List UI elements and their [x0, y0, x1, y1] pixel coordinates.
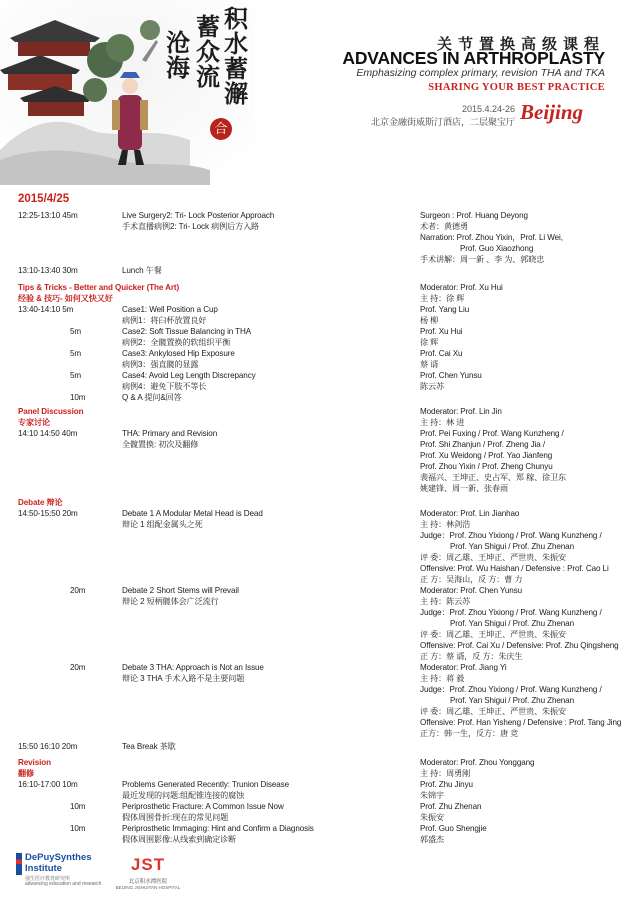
schedule-line: Periprosthetic Immaging: Hint and Confirm a Diagnosis — [122, 824, 314, 833]
calligraphy-col-3: 沧海 — [166, 28, 190, 82]
header-artwork — [0, 0, 255, 185]
schedule-line: Case1: Well Position a Cup — [122, 305, 218, 314]
schedule-line: Prof. Shi Zhanjun / Prof. Zheng Jia / — [420, 440, 545, 449]
schedule-line: Debate 2 Short Stems will Prevail — [122, 586, 239, 595]
schedule-line: Prof. Guo Shengjie — [420, 824, 487, 833]
schedule-line: 正 方：蔡 谞，反 方：朱庆生 — [420, 652, 523, 661]
schedule-line: 16:10-17:00 10m — [18, 780, 78, 789]
schedule-line: 病例1：将臼杯放置良好 — [122, 316, 207, 325]
schedule-line: Live Surgery2: Tri- Lock Posterior Approach — [122, 211, 275, 220]
schedule-line: Q & A 提问&回答 — [122, 393, 182, 402]
schedule-line: Prof. Yan Shigui / Prof. Zhu Zhenan — [450, 542, 574, 551]
calligraphy-col-2: 蓄众流 — [196, 12, 220, 91]
course-venue: 北京金融街威斯汀酒店，二层聚宝厅 — [370, 117, 515, 127]
schedule-line: Moderator: Prof. Jiang Yi — [420, 663, 507, 672]
schedule-line: Prof. Xu Weidong / Prof. Yao Jianfeng — [420, 451, 553, 460]
schedule-line: Prof. Guo Xiaozhong — [460, 244, 534, 253]
schedule-line: 主 持：蒋 毅 — [420, 674, 465, 683]
schedule-line: 郭盛杰 — [420, 835, 444, 844]
schedule-line: Offensive: Prof. Han Yisheng / Defensive : Prof. Tang Jing — [420, 718, 621, 727]
schedule-line: 14:10 14:50 40m — [18, 429, 78, 438]
logo1-line1: DePuySynthes — [25, 852, 92, 863]
schedule-line: 主 持：林 进 — [420, 418, 465, 427]
depuy-mark-icon — [16, 853, 22, 875]
schedule-line: Narration: Prof. Zhou Yixin，Prof. Li Wei, — [420, 233, 563, 242]
schedule-line: 陈云苏 — [420, 382, 444, 391]
schedule-line: 裴福兴、王坤正、史占军、郑 稼、徐卫东 — [420, 473, 567, 482]
schedule-line: 主 持：陈云苏 — [420, 597, 471, 606]
jst-mark-icon — [108, 855, 188, 875]
schedule-line: 假体周围骨折:现在的常见问题 — [122, 813, 229, 822]
schedule-line: 朱锦宇 — [420, 791, 444, 800]
schedule-line: Judge：Prof. Zhou Yixiong / Prof. Wang Kunzheng / — [420, 685, 602, 694]
schedule-line: 评 委：周乙雄、王坤正、严世贵、朱振安 — [420, 553, 567, 562]
city-logo: Beijing — [520, 100, 584, 124]
schedule-line: Judge：Prof. Zhou Yixiong / Prof. Wang Kunzheng / — [420, 608, 602, 617]
schedule-line: Surgeon : Prof. Huang Deyong — [420, 211, 528, 220]
schedule-line: Debate 3 THA: Approach is Not an Issue — [122, 663, 264, 672]
schedule-line: Judge：Prof. Zhou Yixiong / Prof. Wang Kunzheng / — [420, 531, 602, 540]
schedule-line: 全髋置换: 初次及翻修 — [122, 440, 199, 449]
course-title-en: ADVANCES IN ARTHROPLASTY — [342, 48, 605, 68]
schedule-line: Case2: Soft Tissue Balancing in THA — [122, 327, 252, 336]
logo2-en: BEIJING JISHUITAN HOSPITAL — [115, 885, 181, 890]
schedule-line: Prof. Zhu Jinyu — [420, 780, 473, 789]
schedule-line: 评 委：周乙雄、王坤正、严世贵、朱振安 — [420, 630, 567, 639]
schedule-line: Prof. Zhu Zhenan — [420, 802, 482, 811]
schedule-line: Moderator: Prof. Zhou Yonggang — [420, 758, 535, 767]
schedule-line: 5m — [70, 371, 82, 380]
schedule-line: Problems Generated Recently: Trunion Disease — [122, 780, 290, 789]
section-heading: Debate 辩论 — [18, 498, 63, 507]
schedule-line: 评 委：周乙雄、王坤正、严世贵、朱振安 — [420, 707, 567, 716]
schedule-line: Prof. Xu Hui — [420, 327, 463, 336]
section-heading: 专家讨论 — [18, 418, 50, 427]
logo1-line4: advancing education and research — [25, 881, 102, 887]
schedule-line: 13:40-14:10 5m — [18, 305, 74, 314]
schedule-line: THA: Primary and Revision — [122, 429, 218, 438]
schedule-line: Offensive: Prof. Cai Xu / Defensive: Prof. Zhu Qingsheng — [420, 641, 619, 650]
section-heading: Panel Discussion — [18, 407, 84, 416]
schedule-line: Case4: Avoid Leg Length Discrepancy — [122, 371, 256, 380]
jishuitan-logo — [108, 855, 188, 890]
schedule-line: 辩论 1 组配金属头之死 — [122, 520, 203, 529]
schedule-line: 姚建锋、周一新、张春雨 — [420, 484, 508, 493]
schedule-line: 20m — [70, 586, 86, 595]
schedule-line: 主 持：周勇刚 — [420, 769, 471, 778]
section-heading: Tips & Tricks - Better and Quicker (The Art) — [18, 283, 180, 292]
schedule-line: 主 持：林剑浩 — [420, 520, 471, 529]
schedule-line: 14:50-15:50 20m — [18, 509, 78, 518]
schedule-line: Lunch 午餐 — [122, 266, 162, 275]
schedule-line: Periprosthetic Fracture: A Common Issue Now — [122, 802, 284, 811]
course-tagline: SHARING YOUR BEST PRACTICE — [428, 82, 605, 93]
schedule-line: 辩论 3 THA 手术入路不是主要问题 — [122, 674, 245, 683]
schedule-line: Prof. Pei Fuxing / Prof. Wang Kunzheng / — [420, 429, 564, 438]
schedule-line: 13:10-13:40 30m — [18, 266, 78, 275]
schedule-line: Prof. Yan Shigui / Prof. Zhu Zhenan — [450, 619, 574, 628]
schedule-line: Moderator: Prof. Lin Jin — [420, 407, 502, 416]
section-heading: Revision — [18, 758, 51, 767]
schedule-line: 10m — [70, 802, 86, 811]
schedule-line: 手术直播病例2: Tri- Lock 病例后方入路 — [122, 222, 260, 231]
course-subtitle: Emphasizing complex primary, revision THA and TKA — [356, 67, 605, 79]
section-heading: 翻修 — [18, 769, 34, 778]
schedule-line: Debate 1 A Modular Metal Head is Dead — [122, 509, 263, 518]
schedule-line: Offensive: Prof. Wu Haishan / Defensive : Prof. Cao Li — [420, 564, 609, 573]
logo2-name: 北京积水潭医院 — [128, 879, 168, 885]
schedule-line: 10m — [70, 824, 86, 833]
schedule-line: 手术讲解：周一新 、李 为、郭晓忠 — [420, 255, 545, 264]
schedule-line: 10m — [70, 393, 86, 402]
schedule-line: 朱振安 — [420, 813, 444, 822]
schedule-line: 徐 辉 — [420, 338, 439, 347]
schedule-line: Prof. Yan Shigui / Prof. Zhu Zhenan — [450, 696, 574, 705]
schedule-line: Prof. Yang Liu — [420, 305, 470, 314]
schedule-line: 蔡 谞 — [420, 360, 439, 369]
schedule-line: 主 持：徐 辉 — [420, 294, 465, 303]
schedule-line: Prof. Cai Xu — [420, 349, 463, 358]
schedule-line: 20m — [70, 663, 86, 672]
schedule-line: 病例2：全髋置换的软组织平衡 — [122, 338, 231, 347]
section-heading: 经验 & 技巧- 如何又快又好 — [18, 294, 113, 303]
schedule-line: 假体周围影像:从线索到确定诊断 — [122, 835, 237, 844]
schedule-line: 杨 柳 — [420, 316, 439, 325]
schedule-line: 病例4：避免下肢不等长 — [122, 382, 207, 391]
schedule-line: Case3: Ankylosed Hip Exposure — [122, 349, 235, 358]
schedule-line: 病例3：强直髋的显露 — [122, 360, 199, 369]
schedule-line: Moderator: Prof. Lin Jianhao — [420, 509, 520, 518]
logo1-line2: Institute — [25, 863, 62, 874]
course-title-cn: 关节置换高级课程 — [436, 36, 605, 53]
course-dates: 2015.4.24-26 — [461, 104, 515, 114]
schedule-line: 5m — [70, 349, 82, 358]
schedule-line: 最近发现的问题:组配锥连接的腐蚀 — [122, 791, 245, 800]
schedule-line: 正 方：吴海山，反 方：曹 力 — [420, 575, 523, 584]
schedule-line: Prof. Zhou Yixin / Prof. Zheng Chunyu — [420, 462, 553, 471]
schedule-line: 正方：韩一生，反方：唐 竞 — [420, 729, 519, 738]
schedule-line: 辩论 2 短柄髋体会广泛流行 — [122, 597, 219, 606]
calligraphy-col-1: 积水蓄澥 — [224, 4, 248, 108]
schedule-line: Moderator: Prof. Xu Hui — [420, 283, 503, 292]
schedule-line: 12:25-13:10 45m — [18, 211, 78, 220]
schedule-line: Tea Break 茶歇 — [122, 742, 176, 751]
jst-mark-text: JST — [130, 855, 166, 874]
schedule-line: 术者：黄德勇 — [420, 222, 468, 231]
schedule-line: 5m — [70, 327, 82, 336]
schedule-line: Prof. Chen Yunsu — [420, 371, 482, 380]
logo1-line3: 强生医疗教育研究所 — [25, 876, 71, 882]
red-seal-stamp: 合 — [210, 118, 232, 140]
schedule-line: 15:50 16:10 20m — [18, 742, 78, 751]
program-day: 2015/4/25 — [18, 193, 70, 205]
schedule-line: Moderator: Prof. Chen Yunsu — [420, 586, 522, 595]
